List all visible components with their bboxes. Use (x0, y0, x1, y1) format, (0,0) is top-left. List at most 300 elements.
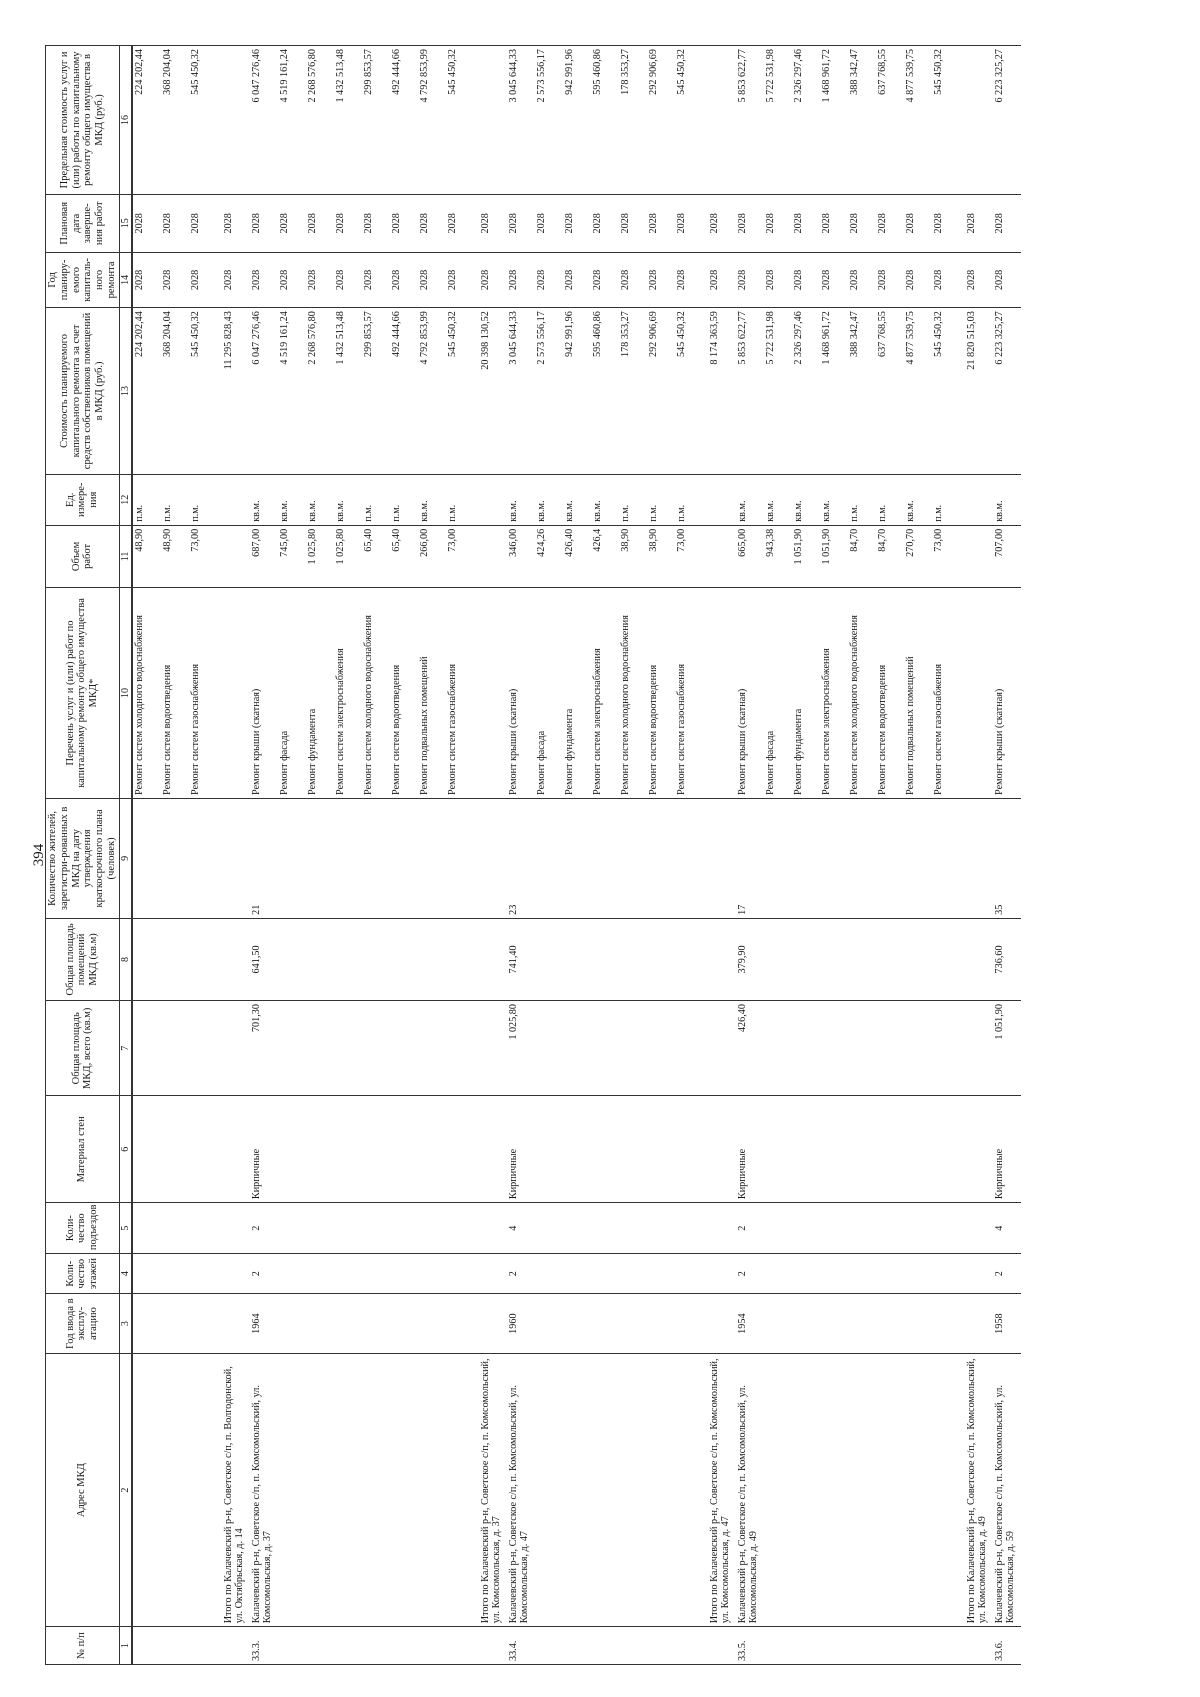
column-header: Ед. измере-ния (46, 474, 120, 525)
cell-unit: кв.м. (418, 474, 446, 525)
cell-walls (446, 1096, 474, 1203)
cell-room_area (189, 918, 217, 1000)
cell-volume: 48,90 (161, 525, 189, 587)
cell-work: Ремонт фундамента (792, 587, 820, 798)
cell-volume (703, 525, 736, 587)
cell-address: Итого по Калачевский р-н, Советское с/п, п. Комсомольский, ул. Комсомольская, д. 37 (474, 1354, 507, 1627)
cell-entrances (334, 1203, 362, 1254)
cell-total_area (904, 1001, 932, 1096)
cell-volume: 745,00 (278, 525, 306, 587)
cell-unit: п.м. (675, 474, 703, 525)
cell-year_built (474, 1294, 507, 1354)
cell-date: 2028 (675, 194, 703, 252)
column-header: Год ввода в эксплу-атацию (46, 1294, 120, 1354)
column-header: Коли-чество этажей (46, 1254, 120, 1294)
cell-work: Ремонт подвальных помещений (418, 587, 446, 798)
work-row (591, 46, 619, 1665)
cell-unit (703, 474, 736, 525)
column-header: Общая площадь помещений МКД (кв.м) (46, 918, 120, 1000)
cell-no (960, 1627, 993, 1665)
column-header: № п/п (46, 1627, 120, 1665)
cell-date: 2028 (535, 194, 563, 252)
cell-entrances (764, 1203, 792, 1254)
cell-residents (647, 798, 675, 918)
cell-year_built (932, 1294, 960, 1354)
cell-walls (189, 1096, 217, 1203)
cell-residents: 17 (736, 798, 764, 918)
cell-floors (647, 1254, 675, 1294)
cell-volume: 1 025,80 (306, 525, 334, 587)
cell-total_area (591, 1001, 619, 1096)
cell-room_area (591, 918, 619, 1000)
cell-cost: 292 906,69 (647, 308, 675, 475)
cell-walls (418, 1096, 446, 1203)
cell-entrances (591, 1203, 619, 1254)
cell-entrances (132, 1203, 161, 1254)
cell-residents (446, 798, 474, 918)
cell-entrances (390, 1203, 418, 1254)
cell-residents (820, 798, 848, 918)
cell-work: Ремонт подвальных помещений (904, 587, 932, 798)
work-row (792, 46, 820, 1665)
cell-date: 2028 (250, 194, 278, 252)
cell-walls (932, 1096, 960, 1203)
cell-limit: 3 045 644,33 (507, 46, 535, 195)
cell-work: Ремонт систем водоотведения (647, 587, 675, 798)
cell-total_area: 1 025,80 (507, 1001, 535, 1096)
cell-limit: 299 853,57 (362, 46, 390, 195)
table-body (132, 46, 1021, 1665)
cell-address (418, 1354, 446, 1627)
cell-work: Ремонт крыши (скатная) (250, 587, 278, 798)
cell-address (189, 1354, 217, 1627)
cell-no (217, 1627, 250, 1665)
cell-year: 2028 (675, 252, 703, 308)
cell-cost: 2 573 556,17 (535, 308, 563, 475)
house-row (507, 46, 535, 1665)
work-row (334, 46, 362, 1665)
cell-no (820, 1627, 848, 1665)
cell-work: Ремонт фундамента (306, 587, 334, 798)
column-number: 11 (119, 525, 132, 587)
cell-residents (362, 798, 390, 918)
cell-unit: п.м. (161, 474, 189, 525)
cell-residents: 23 (507, 798, 535, 918)
cell-limit: 6 047 276,46 (250, 46, 278, 195)
cell-work: Ремонт систем водоотведения (876, 587, 904, 798)
cell-residents (792, 798, 820, 918)
cell-address: Итого по Калачевский р-н, Советское с/п, п. Комсомольский, ул. Комсомольская, д. 49 (960, 1354, 993, 1627)
cell-limit: 368 204,04 (161, 46, 189, 195)
cell-room_area: 741,40 (507, 918, 535, 1000)
cell-year: 2028 (334, 252, 362, 308)
cell-room_area (960, 918, 993, 1000)
column-number: 10 (119, 587, 132, 798)
cell-walls (334, 1096, 362, 1203)
cell-entrances (161, 1203, 189, 1254)
cell-address (792, 1354, 820, 1627)
cell-date: 2028 (217, 194, 250, 252)
cell-address (647, 1354, 675, 1627)
cell-room_area (904, 918, 932, 1000)
cell-no (591, 1627, 619, 1665)
cell-room_area: 641,50 (250, 918, 278, 1000)
cell-year: 2028 (306, 252, 334, 308)
cell-residents (474, 798, 507, 918)
cell-total_area (362, 1001, 390, 1096)
cell-work: Ремонт фасада (278, 587, 306, 798)
cell-no (132, 1627, 161, 1665)
cell-no (161, 1627, 189, 1665)
cell-residents (876, 798, 904, 918)
cell-room_area (820, 918, 848, 1000)
cell-unit: п.м. (446, 474, 474, 525)
cell-limit: 4 792 853,99 (418, 46, 446, 195)
cell-walls (535, 1096, 563, 1203)
cell-year_built (764, 1294, 792, 1354)
cell-address (446, 1354, 474, 1627)
cell-year_built (792, 1294, 820, 1354)
cell-walls (703, 1096, 736, 1203)
cell-year: 2028 (764, 252, 792, 308)
cell-floors (362, 1254, 390, 1294)
cell-entrances (535, 1203, 563, 1254)
cell-limit: 5 853 622,77 (736, 46, 764, 195)
cell-year: 2028 (563, 252, 591, 308)
cell-work: Ремонт систем холодного водоснабжения (848, 587, 876, 798)
cell-cost: 4 877 539,75 (904, 308, 932, 475)
cell-total_area (474, 1001, 507, 1096)
cell-total_area: 426,40 (736, 1001, 764, 1096)
cell-cost: 492 444,66 (390, 308, 418, 475)
cell-entrances (876, 1203, 904, 1254)
cell-floors (474, 1254, 507, 1294)
cell-unit (217, 474, 250, 525)
cell-floors (563, 1254, 591, 1294)
cell-room_area (764, 918, 792, 1000)
cell-unit: кв.м. (334, 474, 362, 525)
cell-walls (764, 1096, 792, 1203)
cell-limit: 224 202,44 (132, 46, 161, 195)
cell-entrances (563, 1203, 591, 1254)
cell-room_area (390, 918, 418, 1000)
cell-address (848, 1354, 876, 1627)
cell-walls: Кирпичные (507, 1096, 535, 1203)
cell-room_area (932, 918, 960, 1000)
column-number: 13 (119, 308, 132, 475)
work-row (876, 46, 904, 1665)
column-header: Количество жителей, зарегистри-рованных в МКД на дату утверждения краткосрочного плана (человек) (46, 798, 120, 918)
cell-address: Калачевский р-н, Советское с/п, п. Комсомольский, ул. Комсомольская, д. 47 (507, 1354, 535, 1627)
cell-room_area (876, 918, 904, 1000)
cell-entrances (675, 1203, 703, 1254)
work-row (820, 46, 848, 1665)
cell-volume: 1 051,90 (820, 525, 848, 587)
cell-entrances: 4 (507, 1203, 535, 1254)
work-row (932, 46, 960, 1665)
cell-work (703, 587, 736, 798)
cell-walls (675, 1096, 703, 1203)
cell-walls (792, 1096, 820, 1203)
cell-floors (334, 1254, 362, 1294)
column-number: 1 (119, 1627, 132, 1665)
cell-address (362, 1354, 390, 1627)
cell-volume: 687,00 (250, 525, 278, 587)
cell-limit (703, 46, 736, 195)
cell-year_built (535, 1294, 563, 1354)
cell-date: 2028 (362, 194, 390, 252)
cell-volume: 424,26 (535, 525, 563, 587)
cell-residents (591, 798, 619, 918)
cell-room_area (278, 918, 306, 1000)
column-number: 3 (119, 1294, 132, 1354)
cell-year_built (675, 1294, 703, 1354)
cell-unit: кв.м. (563, 474, 591, 525)
cell-residents (334, 798, 362, 918)
cell-cost: 6 047 276,46 (250, 308, 278, 475)
cell-year_built: 1954 (736, 1294, 764, 1354)
cell-limit: 292 906,69 (647, 46, 675, 195)
cell-floors (904, 1254, 932, 1294)
cell-unit: п.м. (876, 474, 904, 525)
work-row (535, 46, 563, 1665)
cell-year: 2028 (217, 252, 250, 308)
cell-work (474, 587, 507, 798)
cell-date: 2028 (563, 194, 591, 252)
cell-year: 2028 (390, 252, 418, 308)
cell-room_area (474, 918, 507, 1000)
cell-cost: 299 853,57 (362, 308, 390, 475)
cell-floors (161, 1254, 189, 1294)
cell-date: 2028 (932, 194, 960, 252)
cell-entrances (960, 1203, 993, 1254)
column-header: Коли-чество подъездов (46, 1203, 120, 1254)
cell-no (390, 1627, 418, 1665)
cell-total_area (960, 1001, 993, 1096)
cell-volume: 1 025,80 (334, 525, 362, 587)
work-row (647, 46, 675, 1665)
cell-no (764, 1627, 792, 1665)
cell-volume: 426,40 (563, 525, 591, 587)
cell-date: 2028 (390, 194, 418, 252)
cell-year_built (306, 1294, 334, 1354)
cell-total_area: 1 051,90 (993, 1001, 1021, 1096)
cell-volume: 65,40 (362, 525, 390, 587)
cell-room_area: 379,90 (736, 918, 764, 1000)
column-header: Год планиру-емого капиталь-ного ремонта (46, 252, 120, 308)
cell-date: 2028 (960, 194, 993, 252)
cell-date: 2028 (418, 194, 446, 252)
cell-year: 2028 (647, 252, 675, 308)
cell-floors (675, 1254, 703, 1294)
cell-address (334, 1354, 362, 1627)
work-row (848, 46, 876, 1665)
cell-walls (960, 1096, 993, 1203)
cell-date: 2028 (736, 194, 764, 252)
cell-limit: 942 991,96 (563, 46, 591, 195)
cell-walls (619, 1096, 647, 1203)
cell-date: 2028 (334, 194, 362, 252)
cell-cost: 368 204,04 (161, 308, 189, 475)
cell-work: Ремонт крыши (скатная) (736, 587, 764, 798)
cell-work: Ремонт крыши (скатная) (993, 587, 1021, 798)
cell-total_area (418, 1001, 446, 1096)
cell-volume: 1 051,90 (792, 525, 820, 587)
cell-no (647, 1627, 675, 1665)
cell-volume: 84,70 (876, 525, 904, 587)
cell-unit: п.м. (362, 474, 390, 525)
cell-entrances (848, 1203, 876, 1254)
cell-residents (132, 798, 161, 918)
cell-year_built (848, 1294, 876, 1354)
cell-year_built (334, 1294, 362, 1354)
work-row (189, 46, 217, 1665)
cell-room_area (535, 918, 563, 1000)
cell-date: 2028 (764, 194, 792, 252)
cell-residents (764, 798, 792, 918)
cell-address (675, 1354, 703, 1627)
cell-cost: 5 722 531,98 (764, 308, 792, 475)
cell-date: 2028 (278, 194, 306, 252)
cell-cost: 1 432 513,48 (334, 308, 362, 475)
cell-residents (189, 798, 217, 918)
work-row (306, 46, 334, 1665)
cell-total_area (820, 1001, 848, 1096)
cell-work: Ремонт крыши (скатная) (507, 587, 535, 798)
cell-address (904, 1354, 932, 1627)
work-row (675, 46, 703, 1665)
cell-work: Ремонт систем газоснабжения (932, 587, 960, 798)
cell-total_area (764, 1001, 792, 1096)
cell-total_area (278, 1001, 306, 1096)
cell-room_area (132, 918, 161, 1000)
cell-address (278, 1354, 306, 1627)
cell-no (278, 1627, 306, 1665)
cell-total_area (876, 1001, 904, 1096)
cell-limit: 545 450,32 (675, 46, 703, 195)
cell-limit: 4 519 161,24 (278, 46, 306, 195)
cell-year: 2028 (189, 252, 217, 308)
cell-floors (764, 1254, 792, 1294)
cell-floors (132, 1254, 161, 1294)
cell-total_area (619, 1001, 647, 1096)
cell-floors: 2 (736, 1254, 764, 1294)
cell-volume (217, 525, 250, 587)
cell-no (334, 1627, 362, 1665)
cell-room_area (306, 918, 334, 1000)
cell-total_area (563, 1001, 591, 1096)
cell-floors (792, 1254, 820, 1294)
cell-floors: 2 (993, 1254, 1021, 1294)
cell-cost: 8 174 363,59 (703, 308, 736, 475)
cell-cost: 942 991,96 (563, 308, 591, 475)
cell-unit: кв.м. (792, 474, 820, 525)
cell-entrances (932, 1203, 960, 1254)
cell-walls (647, 1096, 675, 1203)
cell-walls (390, 1096, 418, 1203)
cell-date: 2028 (507, 194, 535, 252)
cell-entrances (446, 1203, 474, 1254)
column-header: Плановая дата заверше-ния работ (46, 194, 120, 252)
cell-no (848, 1627, 876, 1665)
cell-volume: 665,00 (736, 525, 764, 587)
cell-year: 2028 (619, 252, 647, 308)
cell-no: 33.6. (993, 1627, 1021, 1665)
cell-total_area: 701,30 (250, 1001, 278, 1096)
cell-limit: 1 432 513,48 (334, 46, 362, 195)
cell-year_built (820, 1294, 848, 1354)
house-row (736, 46, 764, 1665)
cell-room_area (675, 918, 703, 1000)
cell-year: 2028 (446, 252, 474, 308)
cell-date: 2028 (446, 194, 474, 252)
cell-entrances (217, 1203, 250, 1254)
cell-room_area (792, 918, 820, 1000)
cell-entrances (619, 1203, 647, 1254)
cell-floors (876, 1254, 904, 1294)
cell-cost: 637 768,55 (876, 308, 904, 475)
cell-cost: 388 342,47 (848, 308, 876, 475)
cell-unit: кв.м. (535, 474, 563, 525)
cell-unit: кв.м. (250, 474, 278, 525)
work-row (619, 46, 647, 1665)
cell-walls (904, 1096, 932, 1203)
cell-room_area (647, 918, 675, 1000)
cell-work: Ремонт систем холодного водоснабжения (619, 587, 647, 798)
cell-floors (960, 1254, 993, 1294)
cell-cost: 178 353,27 (619, 308, 647, 475)
cell-unit: п.м. (189, 474, 217, 525)
cell-total_area (675, 1001, 703, 1096)
cell-walls: Кирпичные (993, 1096, 1021, 1203)
cell-floors (619, 1254, 647, 1294)
cell-year: 2028 (278, 252, 306, 308)
cell-address: Калачевский р-н, Советское с/п, п. Комсомольский, ул. Комсомольская, д. 59 (993, 1354, 1021, 1627)
cell-address: Калачевский р-н, Советское с/п, п. Комсомольский, ул. Комсомольская, д. 37 (250, 1354, 278, 1627)
cell-cost: 545 450,32 (446, 308, 474, 475)
cell-cost: 1 468 961,72 (820, 308, 848, 475)
cell-address (306, 1354, 334, 1627)
cell-limit: 6 223 325,27 (993, 46, 1021, 195)
work-row (764, 46, 792, 1665)
cell-cost: 4 519 161,24 (278, 308, 306, 475)
work-row (390, 46, 418, 1665)
cell-limit: 1 468 961,72 (820, 46, 848, 195)
cell-floors (278, 1254, 306, 1294)
cell-room_area (446, 918, 474, 1000)
cell-year: 2028 (932, 252, 960, 308)
cell-address (876, 1354, 904, 1627)
rotated-page (31, 45, 1165, 1665)
column-number: 9 (119, 798, 132, 918)
cell-walls (278, 1096, 306, 1203)
cell-volume: 48,90 (132, 525, 161, 587)
work-row (904, 46, 932, 1665)
cell-floors: 2 (507, 1254, 535, 1294)
cell-floors (591, 1254, 619, 1294)
cell-floors (217, 1254, 250, 1294)
cell-year_built (418, 1294, 446, 1354)
cell-no (306, 1627, 334, 1665)
cell-date: 2028 (703, 194, 736, 252)
capital-repair-table (45, 45, 1021, 1665)
cell-unit: кв.м. (306, 474, 334, 525)
page-number: 394 (31, 843, 47, 867)
cell-residents (932, 798, 960, 918)
cell-limit: 2 268 576,80 (306, 46, 334, 195)
cell-year_built: 1960 (507, 1294, 535, 1354)
cell-unit: кв.м. (993, 474, 1021, 525)
